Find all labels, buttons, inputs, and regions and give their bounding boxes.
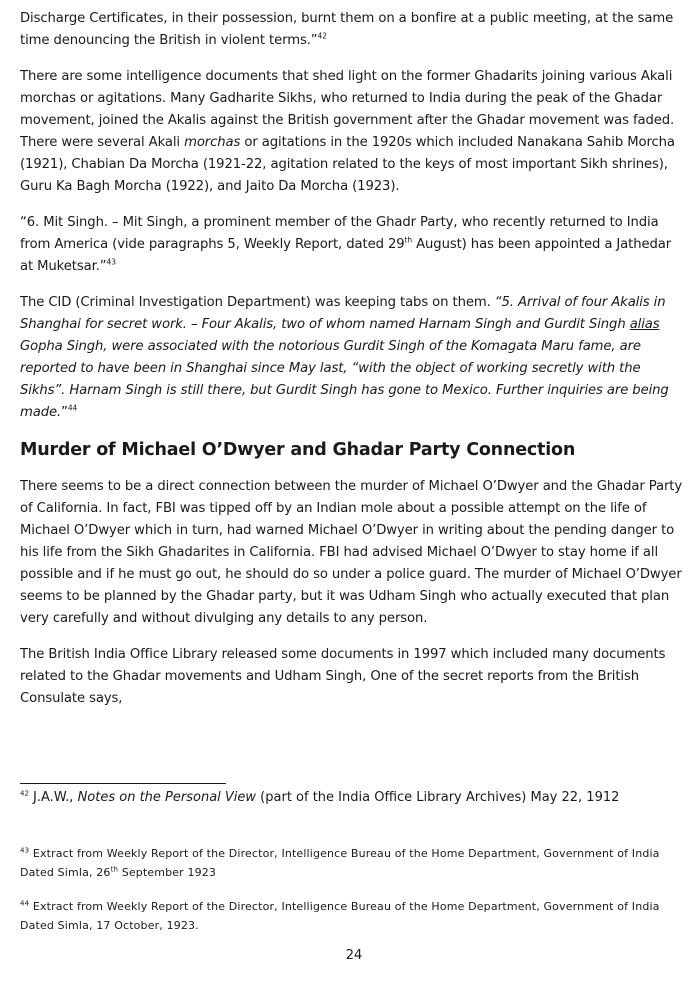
underlined-word-alias: alias [629,317,660,332]
italic-term-morchas: morchas [184,135,241,150]
footnote-ref-42[interactable]: 42 [317,31,327,41]
paragraph-text: The CID (Criminal Investigation Department) was keeping tabs on them. [20,295,495,310]
paragraph-discharge-certificates [20,8,688,52]
paragraph-text: Discharge Certificates, in their possession, burnt them on a bonfire at a public meeting, at the same time denouncing the British in violent terms.” [20,11,674,48]
footnote-43 [20,844,688,882]
paragraph-text: August) has been appointed a Jathedar at Muketsar.” [20,237,672,274]
page-body [20,8,688,724]
footnote-text: J.A.W., [28,790,78,805]
paragraph-india-office-library: The British India Office Library released some documents in 1997 which included many documents related to the Ghadar movements and Udham Singh, One of the secret reports from the British Consulate says, [20,647,666,706]
footnote-number: 42 [20,789,29,798]
paragraph-text: There are some intelligence documents that shed light on the former Ghadarits joining various Akali morchas or agitations. Many Gadharite Sikhs, who returned to India during the peak of the Ghadar movement, joined the Akalis against the British government after the Ghadar movement was faded. There were several Akali [20,69,675,150]
paragraph-akali-morchas [20,66,688,198]
italic-quote: “5. Arrival of four Akalis in Shanghai for secret work. – Four Akalis, two of whom named Harnam Singh and Gurdit Singh [20,295,666,332]
footnote-separator [20,783,226,784]
footnote-text: Extract from Weekly Report of the Director, Intelligence Bureau of the Home Department, Government of India Dated Simla, 17 October, 1923. [20,900,660,932]
paragraph-text: or agitations in the 1920s which included Nanakana Sahib Morcha (1921), Chabian Da Morcha (1921-22, agitation related to the keys of most important Sikh shrines), Guru Ka Bagh Morcha (1922), and Jaito Da Morcha (1923). [20,135,675,194]
footnote-42 [20,788,688,808]
footnote-italic-title: Notes on the Personal View [77,790,257,805]
ordinal-suffix: th [404,235,413,245]
footnote-ref-43[interactable]: 43 [106,257,116,267]
footnote-text: (part of the India Office Library Archives) May 22, 1912 [256,790,620,805]
paragraph-text: ” [61,405,68,420]
section-heading: Murder of Michael O’Dwyer and Ghadar Party Connection [20,440,576,460]
footnote-text: Extract from Weekly Report of the Director, Intelligence Bureau of the Home Department, Government of India Dated Simla, 26 [20,847,660,879]
paragraph-mit-singh [20,212,688,278]
footnote-44 [20,897,688,935]
paragraph-cid-shanghai [20,292,688,424]
italic-quote: Gopha Singh, were associated with the notorious Gurdit Singh of the Komagata Maru fame, are reported to have been in Shanghai since May last, “with the object of working secretly with the Sikhs”. Harnam Singh is still there, but Gurdit Singh has gone to Mexico. Further inquiries are being made. [20,339,669,420]
footnote-ref-44[interactable]: 44 [67,403,78,413]
paragraph-odwyer-connection: There seems to be a direct connection between the murder of Michael O’Dwyer and the Ghadar Party of California. In fact, FBI was tipped off by an Indian mole about a possible attempt on the life of Michael O’Dwyer which in turn, had warned Michael O’Dwyer in writing about the pending danger to his life from the Sikh Ghadarites in California. FBI had advised Michael O’Dwyer to stay home if all possible and if he must go out, he should do so under a police guard. The murder of Michael O’Dwyer seems to be planned by the Ghadar party, but it was Udham Singh who actually executed that plan very carefully and without divulging any details to any person. [20,479,683,626]
paragraph-text: “6. Mit Singh. – Mit Singh, a prominent member of the Ghadr Party, who recently returned to India from America (vide paragraphs 5, Weekly Report, dated 29 [20,215,659,252]
ordinal-suffix: th [110,865,119,874]
page-number: 24 [345,948,363,963]
footnote-number: 44 [20,899,30,908]
footnote-number: 43 [20,846,30,855]
footnote-text: September 1923 [118,866,217,879]
